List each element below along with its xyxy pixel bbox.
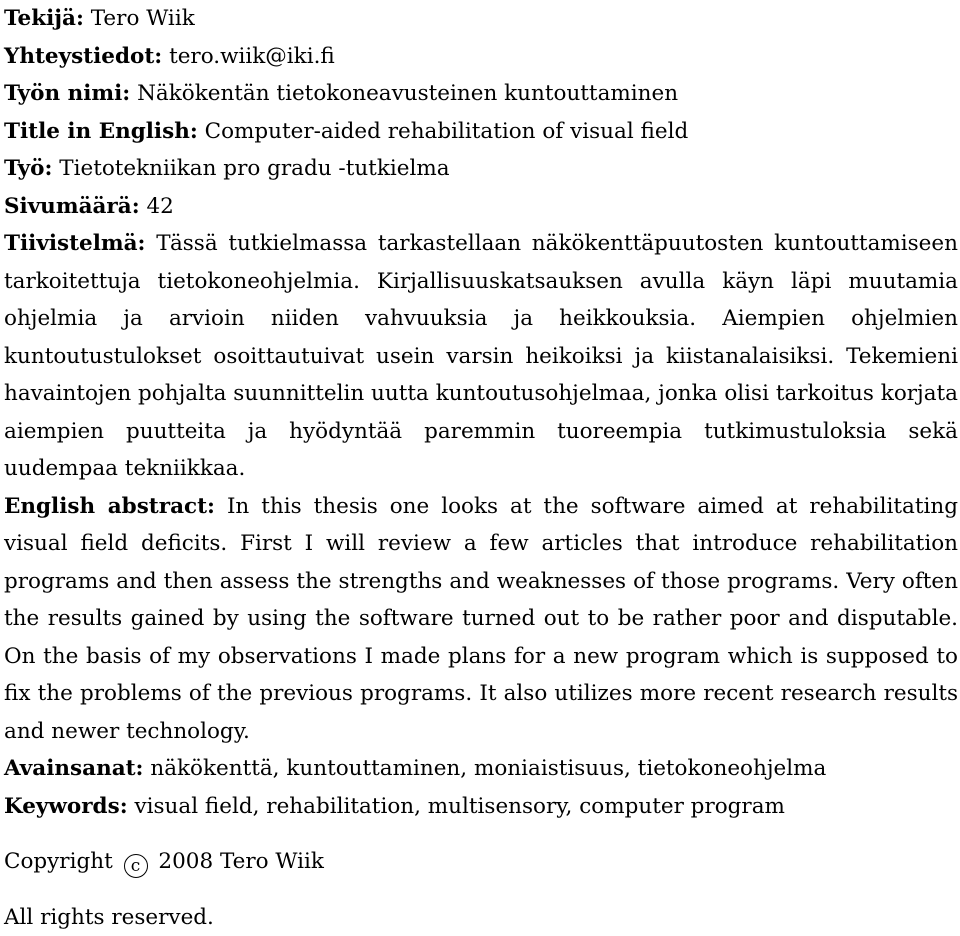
copyright-line [4, 843, 958, 881]
rights-line [4, 899, 958, 936]
page-count-field [4, 188, 958, 226]
page-count-value: 42 [146, 194, 173, 219]
work-type-field [4, 150, 958, 188]
author-value: Tero Wiik [91, 6, 195, 31]
english-title-value: Computer-aided rehabilitation of visual field [205, 119, 689, 144]
thesis-title-value: Näkökentän tietokoneavusteinen kuntouttaminen [137, 81, 678, 106]
finnish-keywords-value: näkökenttä, kuntouttaminen, moniaistisuus, tietokoneohjelma [150, 756, 826, 781]
english-abstract [4, 488, 958, 751]
contact-field [4, 38, 958, 76]
english-keywords-value: visual field, rehabilitation, multisensory, computer program [134, 794, 784, 819]
english-title-field [4, 113, 958, 151]
rights-text: All rights reserved. [4, 905, 214, 930]
contact-label: Yhteystiedot: [4, 44, 162, 69]
english-keywords-field [4, 788, 958, 826]
finnish-keywords-field [4, 750, 958, 788]
english-keywords-label: Keywords: [4, 794, 128, 819]
work-type-label: Työ: [4, 156, 52, 181]
english-title-label: Title in English: [4, 119, 198, 144]
document-page [4, 0, 958, 936]
contact-value: tero.wiik@iki.fi [169, 44, 335, 69]
english-abstract-label: English abstract: [4, 494, 215, 519]
copyright-year-author: 2008 Tero Wiik [158, 849, 324, 874]
finnish-abstract [4, 225, 958, 488]
finnish-abstract-text: Tässä tutkielmassa tarkastellaan näkökenttäpuutosten kuntouttamiseen tarkoitettuja tietokoneohjelmia. Kirjallisuuskatsauksen avulla käyn läpi muutamia ohjelmia ja arvioin niiden vahvuuksia ja heikkouksia. Aiempien ohjelmien kuntoutustulokset osoittautuivat usein varsin heikoiksi ja kiistanalaisiksi. Tekemieni havaintojen pohjalta suunnittelin uutta kuntoutusohjelmaa, jonka olisi tarkoitus korjata aiempien puutteita ja hyödyntää paremmin tuoreempia tutkimustuloksia sekä uudempaa tekniikkaa. [4, 231, 958, 481]
english-abstract-text: In this thesis one looks at the software aimed at rehabilitating visual field deficits. First I will review a few articles that introduce rehabilitation programs and then assess the strengths and weaknesses of those programs. Very often the results gained by using the software turned out to be rather poor and disputable. On the basis of my observations I made plans for a new program which is supposed to fix the problems of the previous programs. It also utilizes more recent research results and newer technology. [4, 494, 958, 744]
work-type-value: Tietotekniikan pro gradu -tutkielma [59, 156, 449, 181]
copyright-symbol-icon: c [124, 854, 148, 878]
thesis-title-label: Työn nimi: [4, 81, 130, 106]
copyright-prefix: Copyright [4, 849, 113, 874]
finnish-abstract-label: Tiivistelmä: [4, 231, 146, 256]
thesis-title-field [4, 75, 958, 113]
finnish-keywords-label: Avainsanat: [4, 756, 144, 781]
page-count-label: Sivumäärä: [4, 194, 140, 219]
author-field [4, 0, 958, 38]
author-label: Tekijä: [4, 6, 84, 31]
